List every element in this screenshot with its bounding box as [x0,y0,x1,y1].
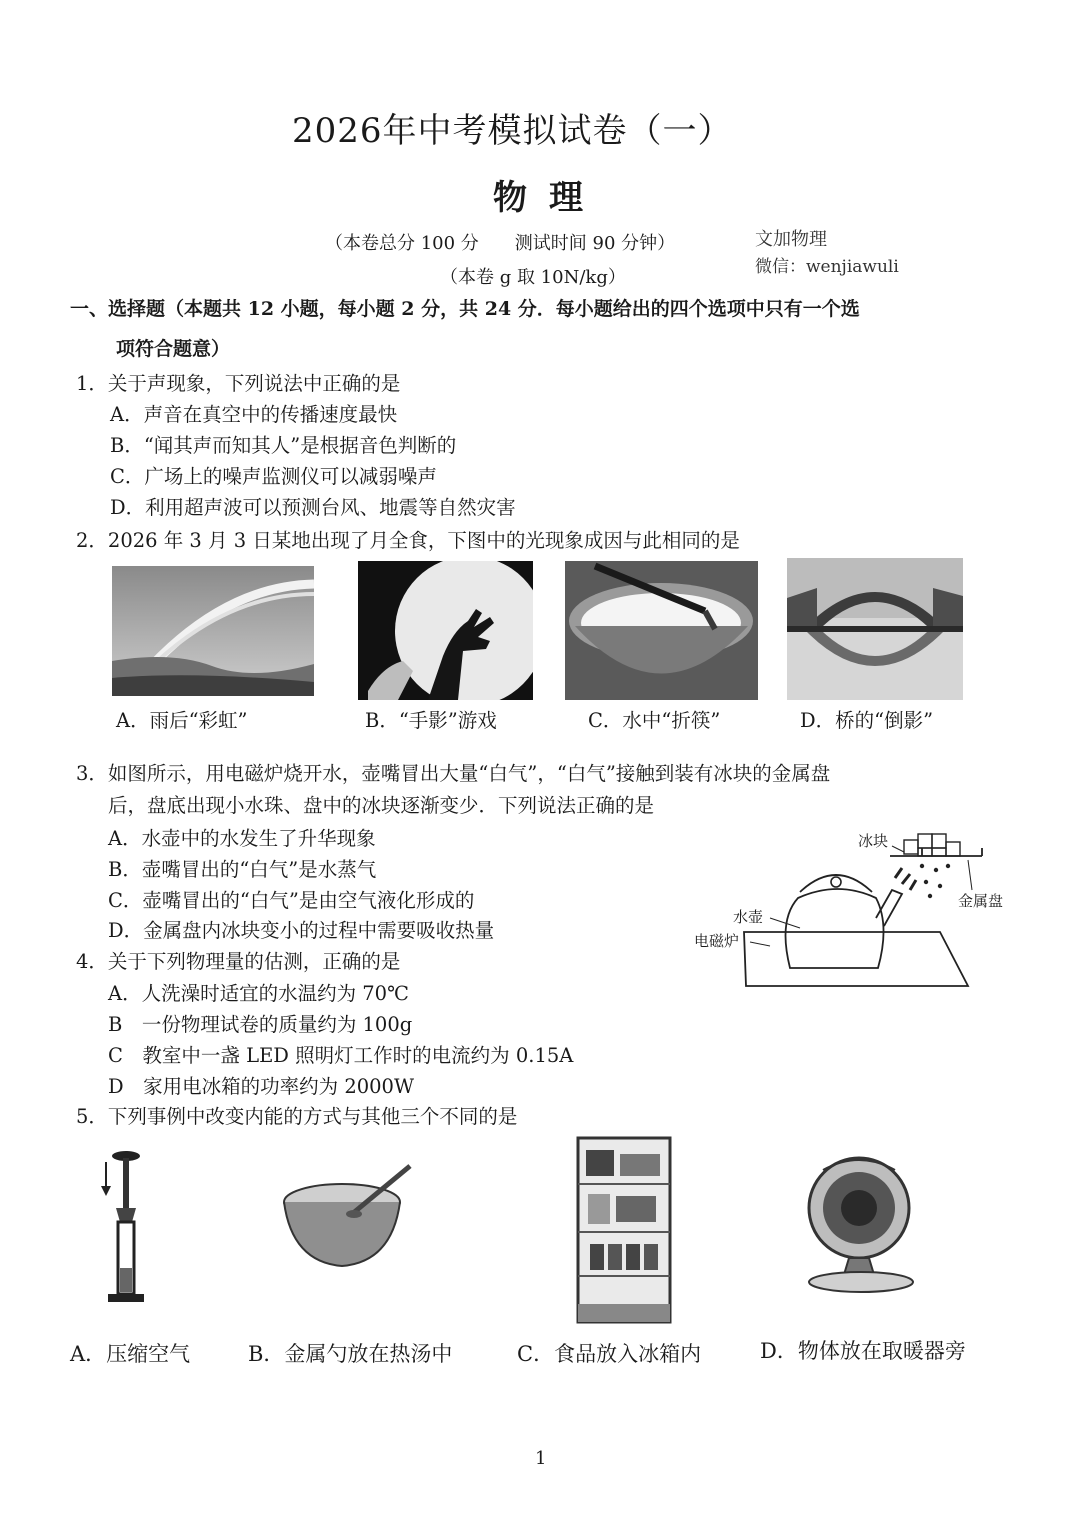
question-4-stem: 4．关于下列物理量的估测，正确的是 [76,950,401,973]
q4-option-d: D 家用电冰箱的功率约为 2000W [108,1075,415,1098]
q3-option-a: A．水壶中的水发生了升华现象 [108,827,376,850]
question-2-stem: 2．2026 年 3 月 3 日某地出现了月全食，下图中的光现象成因与此相同的是 [76,529,740,552]
exam-meta-line2: （本卷 g 取 10N/kg） [440,267,626,288]
section-heading: 一、选择题（本题共 12 小题，每小题 2 分，共 24 分．每小题给出的四个选项中只有一个选 [70,298,860,320]
exam-meta-line1: （本卷总分 100 分 测试时间 90 分钟） [325,233,676,254]
label-induction-stove: 电磁炉 [694,932,740,950]
q5-caption-b: B．金属勺放在热汤中 [248,1342,453,1366]
q1-option-a: A．声音在真空中的传播速度最快 [110,403,398,426]
q4-option-c: C 教室中一盏 LED 照明灯工作时的电流约为 0.15A [108,1044,574,1067]
kettle-diagram [690,830,1020,995]
hot-soup-bowl-figure [282,1162,417,1272]
q3-option-c: C．壶嘴冒出的“白气”是由空气液化形成的 [108,889,475,912]
q5-caption-d: D．物体放在取暖器旁 [760,1339,966,1363]
label-kettle: 水壶 [733,908,764,926]
q2-caption-b: B．“手影”游戏 [365,709,497,732]
watermark-line1: 文加物理 [755,229,827,250]
q4-option-a: A．人洗澡时适宜的水温约为 70℃ [108,982,409,1005]
question-1-stem: 1．关于声现象，下列说法中正确的是 [76,372,401,395]
q3-option-b: B．壶嘴冒出的“白气”是水蒸气 [108,858,377,881]
q2-caption-c: C．水中“折筷” [588,709,721,732]
q2-caption-d: D．桥的“倒影” [800,709,934,732]
q1-option-b: B．“闻其声而知其人”是根据音色判断的 [110,434,457,457]
q5-caption-c: C．食品放入冰箱内 [517,1342,702,1366]
q2-caption-a: A．雨后“彩虹” [116,709,248,732]
label-ice: 冰块 [858,832,889,850]
subject-title: 物理 [493,178,605,218]
q1-option-c: C．广场上的噪声监测仪可以减弱噪声 [110,465,437,488]
refrigerator-figure [576,1136,672,1324]
section-heading-cont: 项符合题意） [116,338,231,360]
question-5-stem: 5．下列事例中改变内能的方式与其他三个不同的是 [76,1105,518,1128]
q4-option-b: B 一份物理试卷的质量约为 100g [108,1013,413,1036]
rainbow-photo [112,566,314,696]
watermark-line2: 微信：wenjiawuli [755,257,899,277]
hand-shadow-photo [358,561,533,700]
q3-option-d: D．金属盘内冰块变小的过程中需要吸收热量 [108,919,495,942]
air-compression-figure [92,1148,152,1308]
bent-chopstick-photo [565,561,758,700]
q1-option-d: D．利用超声波可以预测台风、地震等自然灾害 [110,496,516,519]
bridge-reflection-photo [787,558,963,700]
exam-title: 2026年中考模拟试卷（一） [292,111,733,151]
label-metal-plate: 金属盘 [958,892,1004,910]
question-3-stem: 3．如图所示，用电磁炉烧开水，壶嘴冒出大量“白气”，“白气”接触到装有冰块的金属盘 [76,762,831,785]
q5-caption-a: A．压缩空气 [70,1342,191,1366]
heater-figure [803,1150,918,1295]
page-number: 1 [535,1448,547,1469]
question-3-stem-cont: 后，盘底出现小水珠、盘中的冰块逐渐变少．下列说法正确的是 [108,794,655,817]
